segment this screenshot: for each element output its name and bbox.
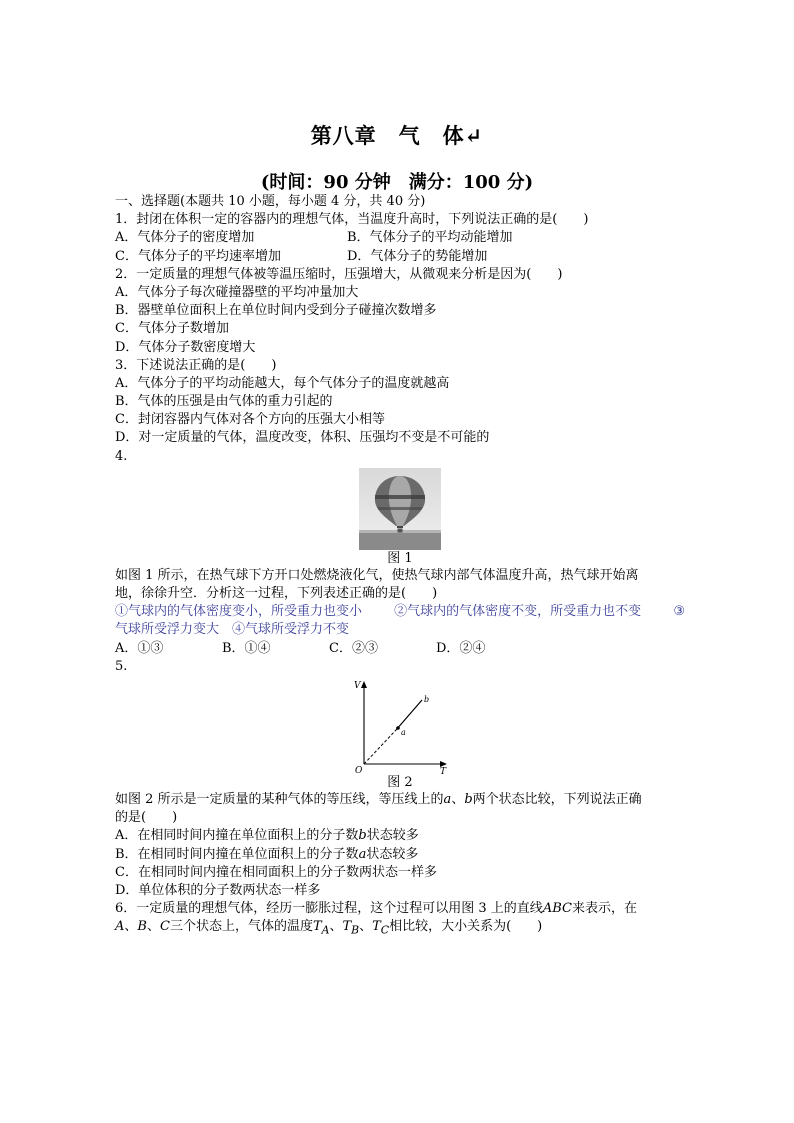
- exam-info: (时间：90 分钟 满分：100 分): [260, 172, 534, 193]
- state-c: C: [159, 919, 170, 935]
- option-a: A．气体分子的密度增加: [115, 230, 255, 246]
- question-4-options: [115, 640, 685, 658]
- question-3-stem: 3．下述说法正确的是( ): [115, 357, 277, 373]
- separator: 、: [124, 919, 138, 935]
- point-a-marker: [396, 726, 400, 730]
- question-4-statements-row2: [115, 621, 685, 639]
- option-c: C．②③: [329, 640, 378, 656]
- stem-text: 6．一定质量的理想气体，经历一膨胀过程，这个过程可以用图 3 上的直线: [115, 901, 543, 917]
- option-d: D．气体分子的势能增加: [347, 248, 488, 264]
- option-b: B．气体分子的平均动能增加: [347, 230, 513, 246]
- option-a: [115, 827, 685, 845]
- t-axis-label: T: [440, 766, 447, 774]
- statement-3-mark: ③: [673, 604, 685, 620]
- question-4-statements-row1: [115, 603, 685, 621]
- page-title: 第八章 气 体↵: [310, 123, 484, 148]
- stem-text: 三个状态上，气体的温度: [169, 919, 313, 935]
- question-5-stem-cont: 的是( ): [115, 810, 178, 826]
- temp-tc: T: [372, 919, 381, 935]
- isobar-vt-graph: [350, 678, 450, 774]
- v-axis-label: V: [354, 680, 361, 691]
- figure-2: [115, 678, 685, 791]
- temp-ta: T: [312, 919, 322, 935]
- section-heading: 一、选择题(本题共 10 小题，每小题 4 分，共 40 分): [115, 194, 426, 209]
- state-b: B: [137, 919, 147, 935]
- origin-label: O: [355, 765, 363, 774]
- option-d: D．单位体积的分子数两状态一样多: [115, 882, 321, 898]
- option-c: C．气体分子的平均速率增加: [115, 248, 281, 264]
- option-a: A．气体分子的平均动能越大，每个气体分子的温度就越高: [115, 375, 450, 391]
- question-1-options-row1: [115, 229, 685, 247]
- question-6-stem: [115, 900, 685, 918]
- question-5-number: 5.: [115, 658, 128, 674]
- statement-3-text: 气球所受浮力变大: [115, 622, 220, 638]
- statement-2: ②气球内的气体密度不变，所受重力也不变: [394, 604, 642, 620]
- stem-text-cont: 两个状态比较，下列说法正确: [472, 791, 642, 807]
- option-b: B．器壁单位面积上在单位时间内受到分子碰撞次数增多: [115, 303, 437, 319]
- isobar-solid: [396, 700, 422, 730]
- temp-tb-sub: B: [351, 923, 360, 937]
- question-4-stem-cont: 地，徐徐升空．分析这一过程，下列表述正确的是( ): [115, 586, 438, 601]
- separator: 、: [146, 919, 160, 935]
- separator: 、: [329, 919, 343, 935]
- option-d: D．②④: [436, 640, 486, 656]
- question-2-stem: 2．一定质量的理想气体被等温压缩时，压强增大，从微观来分析是因为( ): [115, 266, 563, 282]
- option-b: B．①④: [222, 640, 271, 656]
- statement-4: ④气球所受浮力不变: [232, 622, 350, 638]
- question-6-stem-cont: [115, 918, 685, 936]
- exam-body: [115, 193, 685, 936]
- isobar-dashed: [364, 730, 396, 764]
- figure-2-caption: 图 2: [387, 774, 413, 790]
- stem-text-cont: 来表示，在: [571, 901, 637, 917]
- option-text-cont: 状态较多: [366, 828, 419, 844]
- state-var: a: [358, 846, 367, 862]
- v-axis-arrow: [361, 681, 367, 688]
- hot-air-balloon-photo: [359, 468, 441, 550]
- separator: 、: [451, 791, 465, 807]
- option-a: A．①③: [115, 640, 164, 656]
- line-abc: ABC: [542, 901, 572, 917]
- question-1-stem: 1．封闭在体积一定的容器内的理想气体，当温度升高时，下列说法正确的是( ): [115, 212, 589, 228]
- option-text-cont: 状态较多: [366, 846, 419, 862]
- temp-ta-sub: A: [321, 923, 330, 937]
- option-c: C．气体分子数增加: [115, 321, 229, 337]
- option-text: A．在相同时间内撞在单位面积上的分子数: [115, 828, 359, 844]
- stem-text: 如图 2 所示是一定质量的某种气体的等压线，等压线上的: [115, 791, 444, 807]
- temp-tc-sub: C: [380, 923, 390, 937]
- option-d: D．对一定质量的气体，温度改变，体积、压强均不变是不可能的: [115, 430, 490, 446]
- point-a-label: a: [401, 727, 406, 737]
- question-4-number: 4.: [115, 448, 128, 464]
- figure-1: [115, 468, 685, 567]
- option-d: D．气体分子数密度增大: [115, 339, 256, 355]
- separator: 、: [359, 919, 373, 935]
- question-1-options-row2: [115, 248, 685, 266]
- temp-tb: T: [342, 919, 352, 935]
- statement-1: ①气球内的气体密度变小，所受重力也变小: [115, 604, 363, 620]
- point-b-label: b: [424, 694, 430, 704]
- option-b: [115, 846, 685, 864]
- state-a: A: [115, 919, 125, 935]
- state-a: a: [443, 791, 452, 807]
- figure-1-caption: 图 1: [387, 550, 413, 566]
- state-b: b: [464, 791, 473, 807]
- option-c: C．在相同时间内撞在相同面积上的分子数两状态一样多: [115, 864, 437, 880]
- option-c: C．封闭容器内气体对各个方向的压强大小相等: [115, 412, 385, 428]
- option-text: B．在相同时间内撞在单位面积上的分子数: [115, 846, 359, 862]
- option-b: B．气体的压强是由气体的重力引起的: [115, 394, 333, 410]
- state-var: b: [358, 828, 367, 844]
- stem-text-cont: 相比较，大小关系为( ): [389, 919, 543, 935]
- question-5-stem: [115, 791, 685, 809]
- question-4-stem: 如图 1 所示，在热气球下方开口处燃烧液化气，使热气球内部气体温度升高，热气球开始离: [115, 567, 639, 583]
- option-a: A．气体分子每次碰撞器壁的平均冲量加大: [115, 284, 359, 300]
